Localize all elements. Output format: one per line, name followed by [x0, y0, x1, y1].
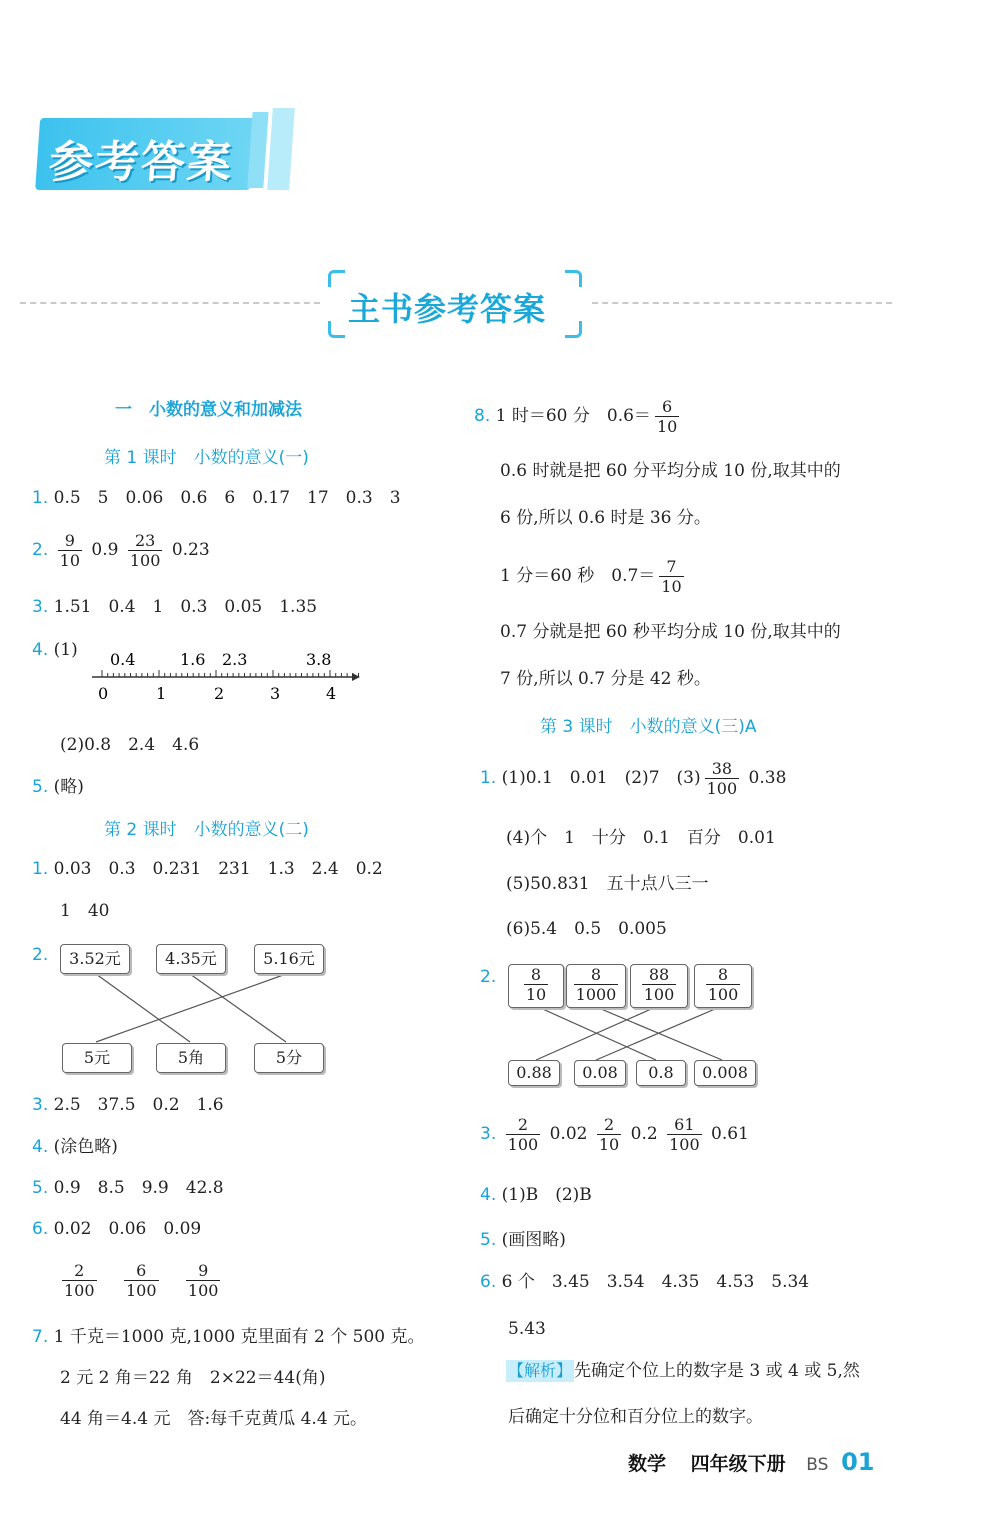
- fraction: $\frac{2}{10}$: [598, 1115, 620, 1154]
- match-box: 0.008: [694, 1060, 756, 1086]
- fraction: $\frac{7}{10}$: [661, 557, 682, 596]
- fraction: $\frac{6}{100}$: [125, 1261, 157, 1300]
- answer-text: 0.02 0.06 0.09: [53, 1219, 202, 1239]
- footer-subject: 数学: [628, 1453, 667, 1475]
- match-box: 5元: [62, 1043, 132, 1073]
- answer-text: 1 分＝60 秒 0.7＝: [500, 566, 656, 586]
- q-number: 5.: [480, 1230, 497, 1250]
- divider-left: [20, 302, 320, 304]
- answer-text: 6 份,所以 0.6 时是 36 分。: [500, 508, 711, 528]
- q-number: 2.: [480, 967, 497, 987]
- answer-text: 0.2: [630, 1124, 658, 1144]
- answer-text: 7 份,所以 0.7 分是 42 秒。: [500, 669, 711, 689]
- numberline-tick: 0: [98, 684, 109, 703]
- answer-text: 44 角＝4.4 元 答:每千克黄瓜 4.4 元。: [60, 1409, 368, 1429]
- match-box: $\frac{8}{10}$: [508, 964, 564, 1008]
- answer-text: 0.9 8.5 9.9 42.8: [53, 1178, 224, 1198]
- divider-right: [592, 302, 892, 304]
- match-box: 3.52元: [60, 944, 130, 974]
- banner-title: 参考答案: [47, 137, 235, 188]
- answer-text: (画图略): [501, 1230, 566, 1250]
- numberline-tick: 3: [270, 684, 281, 703]
- answer-text: 1 40: [60, 901, 110, 921]
- q-number: 1.: [480, 768, 497, 788]
- answer-text: 2 元 2 角＝22 角 2×22＝44(角): [60, 1368, 326, 1388]
- answer-text: (涂色略): [53, 1137, 118, 1157]
- lesson2-title: 第 2 课时 小数的意义(二): [104, 820, 309, 840]
- match-box: 4.35元: [156, 944, 226, 974]
- match-box: 0.8: [636, 1060, 686, 1086]
- q-number: 6.: [32, 1219, 49, 1239]
- footer: [628, 1448, 874, 1476]
- q-number: 5.: [32, 777, 49, 797]
- numberline-label: 2.3: [222, 650, 248, 669]
- subtitle-box: [328, 270, 582, 338]
- match-box: $\frac{88}{100}$: [630, 964, 688, 1008]
- fraction: $\frac{2}{100}$: [64, 1261, 95, 1300]
- q-number: 8.: [474, 406, 491, 426]
- answer-text: 6 个 3.45 3.54 4.35 4.53 5.34: [501, 1272, 810, 1292]
- answer-text: (2)0.8 2.4 4.6: [60, 735, 200, 755]
- lesson1-title: 第 1 课时 小数的意义(一): [104, 448, 309, 468]
- q-number: 1.: [32, 859, 49, 879]
- q-number: 5.: [32, 1178, 49, 1198]
- match-box: 5.16元: [254, 944, 324, 974]
- answer-text: 1 时＝60 分 0.6＝: [495, 406, 651, 426]
- fraction: $\frac{9}{100}$: [187, 1261, 219, 1300]
- unit-title: 一 小数的意义和加减法: [115, 400, 302, 420]
- numberline-tick: 1: [156, 684, 167, 703]
- fraction: $\frac{61}{100}$: [669, 1115, 700, 1154]
- q-number: 4.: [32, 640, 49, 660]
- page-number: 01: [841, 1448, 875, 1476]
- fraction: $\frac{9}{10}$: [59, 531, 80, 570]
- answer-text: (4)个 1 十分 0.1 百分 0.01: [506, 828, 776, 848]
- q-number: 3.: [32, 1095, 49, 1115]
- subtitle: 主书参考答案: [348, 290, 547, 328]
- numberline-label: 1.6: [180, 650, 206, 669]
- fraction: $\frac{6}{10}$: [656, 397, 678, 436]
- answer-text: 0.9: [91, 540, 119, 560]
- q-number: 6.: [480, 1272, 497, 1292]
- answer-text: 0.03 0.3 0.231 231 1.3 2.4 0.2: [53, 859, 383, 879]
- numberline-label: 0.4: [110, 650, 136, 669]
- answer-text: 0.6 时就是把 60 分平均分成 10 份,取其中的: [500, 461, 841, 481]
- answer-text: 后确定十分位和百分位上的数字。: [508, 1407, 763, 1427]
- footer-grade: 四年级下册: [690, 1453, 786, 1475]
- answer-text: 0.02: [549, 1124, 588, 1144]
- answer-text: 0.61: [711, 1124, 749, 1144]
- answer-text: (1): [53, 640, 78, 660]
- answer-text: 1 千克＝1000 克,1000 克里面有 2 个 500 克。: [53, 1327, 425, 1347]
- q-number: 4.: [480, 1185, 497, 1205]
- q-number: 2.: [32, 945, 49, 965]
- answer-text: 5.43: [508, 1319, 546, 1339]
- match-box: 5分: [254, 1043, 324, 1073]
- analysis-tag: 【解析】: [508, 1361, 573, 1380]
- answer-banner: [35, 108, 293, 190]
- answer-text: 0.38: [748, 768, 787, 788]
- q-number: 7.: [32, 1327, 49, 1347]
- number-line: [80, 645, 370, 705]
- numberline-tick: 2: [214, 684, 225, 703]
- q-number: 1.: [32, 488, 49, 508]
- answer-text: 1.51 0.4 1 0.3 0.05 1.35: [53, 597, 318, 617]
- match-box: 0.08: [574, 1060, 626, 1086]
- answer-text: 0.23: [171, 540, 210, 560]
- fraction: $\frac{23}{100}$: [129, 531, 161, 570]
- match-box: 5角: [156, 1043, 226, 1073]
- answer-text: 0.5 5 0.06 0.6 6 0.17 17 0.3 3: [53, 488, 401, 508]
- lesson3-title: 第 3 课时 小数的意义(三)A: [540, 717, 757, 737]
- q-number: 3.: [32, 597, 49, 617]
- match-box: $\frac{8}{1000}$: [566, 964, 626, 1008]
- answer-text: (略): [53, 777, 84, 797]
- match-box: $\frac{8}{100}$: [694, 964, 752, 1008]
- answer-text: (1)0.1 0.01 (2)7 (3): [501, 768, 701, 788]
- numberline-tick: 4: [326, 684, 337, 703]
- fraction: $\frac{38}{100}$: [706, 759, 738, 798]
- answer-text: 先确定个位上的数字是 3 或 4 或 5,然: [574, 1361, 860, 1381]
- q-number: 2.: [32, 540, 49, 560]
- answer-text: (6)5.4 0.5 0.005: [506, 919, 667, 939]
- match-box: 0.88: [508, 1060, 560, 1086]
- answer-text: 2.5 37.5 0.2 1.6: [53, 1095, 224, 1115]
- fraction: $\frac{2}{100}$: [507, 1115, 539, 1154]
- answer-text: 0.7 分就是把 60 秒平均分成 10 份,取其中的: [500, 622, 841, 642]
- q-number: 3.: [480, 1124, 497, 1144]
- numberline-label: 3.8: [306, 650, 332, 669]
- answer-text: (1)B (2)B: [501, 1185, 592, 1205]
- q-number: 4.: [32, 1137, 49, 1157]
- answer-text: (5)50.831 五十点八三一: [506, 874, 709, 894]
- footer-edition: BS: [806, 1455, 829, 1475]
